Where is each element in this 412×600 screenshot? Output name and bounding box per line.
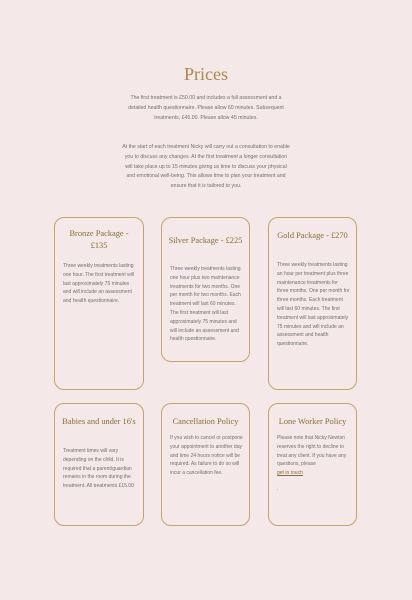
cancellation-policy-title: Cancellation Policy xyxy=(172,417,239,426)
silver-package-body: Three weekly treatments lasting one hour plus two maintenance treatments for two months. One per month for two months. Each treatment will last 60 minutes. The first treatment will last approximately 75 minutes and will include an assessment and health questionnaire. xyxy=(170,266,241,343)
silver-package-title: Silver Package - £225 xyxy=(168,236,243,245)
gold-package-title: Gold Package - £270 xyxy=(277,231,348,240)
lone-worker-policy-body xyxy=(277,434,350,494)
intro-text-consultation xyxy=(122,143,290,192)
babies-policy-body: Treatment times will vary depending on the child. It is required that a parent/guardian remains in the room during the treatment. All treatments £15.00 xyxy=(63,448,134,490)
babies-policy-card xyxy=(54,403,144,526)
lone-worker-policy-text: Please note that Nicky Newton reserves the right to decline to treat any client. If you have any questions, please xyxy=(277,435,347,468)
bronze-package-card xyxy=(54,217,144,390)
gold-package-card xyxy=(268,217,357,390)
silver-package-card xyxy=(161,217,250,362)
get-in-touch-link[interactable]: get in touch xyxy=(277,470,303,477)
gold-package-body: Three weekly treatments lasting an hour per treatment plus three maintenance treatments for three months. One per month for three months. Each treatment will last 60 minutes. The first treatment will last approximately 75 minutes and will include an assessment and health questionnaire. xyxy=(277,262,350,348)
lone-worker-policy-card xyxy=(268,403,357,526)
intro-paragraph-consultation: At the start of each treatment Nicky will carry out a consultation to enable you to discuss any changes. At the first treatment a longer consultation will take place up to 15 minutes giving us time to discuss your physical and emotional well-being. This allows time to plan your treatment and ensure that it is tailored to you. xyxy=(122,144,290,190)
cancellation-policy-card xyxy=(161,403,250,526)
intro-paragraph-pricing: The first treatment is £50.00 and includes a full assessment and a detailed health questionnaire. Please allow 60 minutes. Subsequent treatments, £45.00. Please allow 45 minutes. xyxy=(128,95,284,121)
intro-text xyxy=(122,94,290,123)
lone-worker-trailing: . xyxy=(277,485,279,492)
bronze-package-title: Bronze Package - £135 xyxy=(69,229,129,250)
page-title: Prices xyxy=(184,64,228,84)
bronze-package-body: Three weekly treatments lasting one hour. The first treatment will last approximately 75 minutes and will include an assessment and health questionnaire. xyxy=(63,263,135,305)
lone-worker-policy-title: Lone Worker Policy xyxy=(278,417,347,426)
babies-policy-title: Babies and under 16's xyxy=(62,417,136,426)
cancellation-policy-body: If you wish to cancel or postpone your appointment to another day and time 24 hours notice will be required. As failure to do so will incur a cancellation fee. xyxy=(170,435,243,477)
